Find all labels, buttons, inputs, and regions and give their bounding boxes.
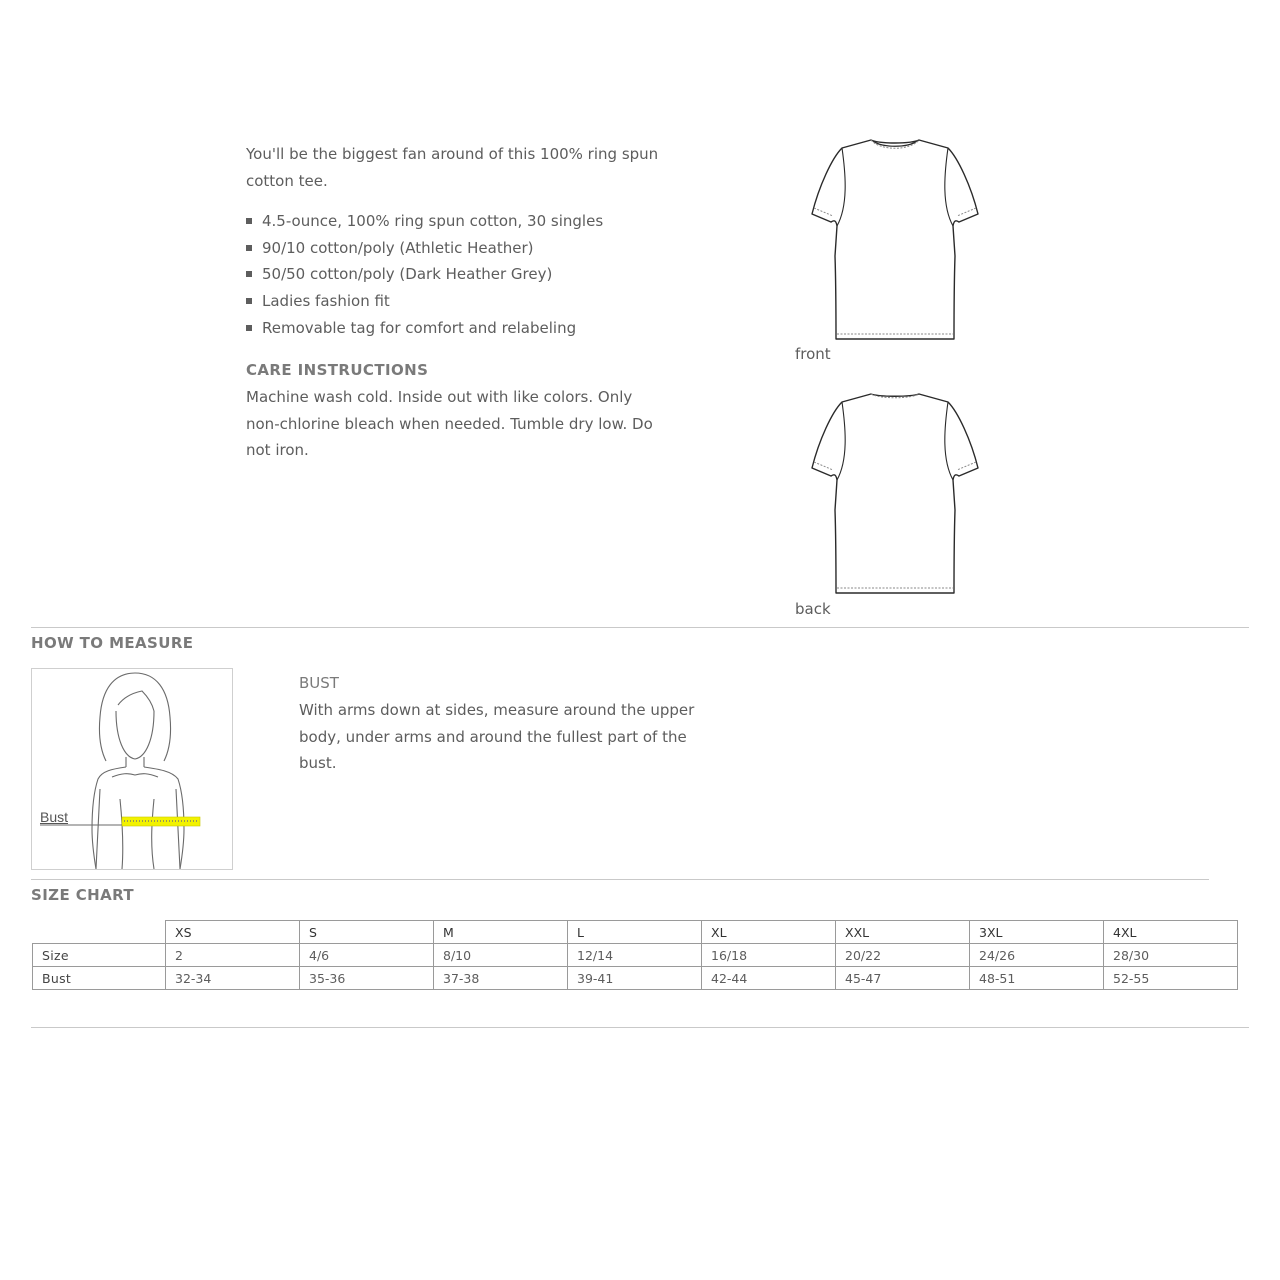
feature-item: Ladies fashion fit (246, 288, 666, 315)
table-cell: 2 (166, 944, 300, 967)
feature-list (246, 208, 666, 341)
section-divider (31, 1027, 1249, 1028)
size-header-cell: XL (702, 921, 836, 944)
woman-silhouette-icon (32, 669, 232, 869)
table-cell: 32-34 (166, 967, 300, 990)
size-chart-table (32, 920, 1238, 990)
table-cell: 24/26 (970, 944, 1104, 967)
front-view-label: front (795, 345, 831, 363)
size-header-cell: 4XL (1104, 921, 1238, 944)
product-intro: You'll be the biggest fan around of this 100% ring spun cotton tee. (246, 145, 659, 190)
size-header-cell: S (300, 921, 434, 944)
table-header-row (33, 921, 1238, 944)
table-corner-cell (33, 921, 166, 944)
table-cell: 28/30 (1104, 944, 1238, 967)
size-header-cell: L (568, 921, 702, 944)
table-cell: 35-36 (300, 967, 434, 990)
table-cell: 39-41 (568, 967, 702, 990)
how-to-measure-title: HOW TO MEASURE (31, 634, 194, 652)
row-label-cell: Bust (33, 967, 166, 990)
size-chart-title: SIZE CHART (31, 886, 135, 904)
feature-item: Removable tag for comfort and relabeling (246, 315, 666, 342)
section-divider (31, 627, 1249, 628)
size-header-cell: M (434, 921, 568, 944)
table-cell: 16/18 (702, 944, 836, 967)
bust-heading: BUST (299, 674, 339, 692)
feature-item: 90/10 cotton/poly (Athletic Heather) (246, 235, 666, 262)
table-cell: 20/22 (836, 944, 970, 967)
size-header-cell: 3XL (970, 921, 1104, 944)
table-cell: 48-51 (970, 967, 1104, 990)
back-view-label: back (795, 600, 831, 618)
feature-item: 4.5-ounce, 100% ring spun cotton, 30 singles (246, 208, 666, 235)
table-cell: 4/6 (300, 944, 434, 967)
table-cell: 37-38 (434, 967, 568, 990)
size-header-cell: XXL (836, 921, 970, 944)
table-cell: 42-44 (702, 967, 836, 990)
table-row (33, 967, 1238, 990)
care-instructions-text: Machine wash cold. Inside out with like colors. Only non-chlorine bleach when needed. Tumble dry low. Do not iron. (246, 388, 653, 459)
care-instructions-title: CARE INSTRUCTIONS (246, 361, 429, 379)
feature-item: 50/50 cotton/poly (Dark Heather Grey) (246, 261, 666, 288)
size-header-cell: XS (166, 921, 300, 944)
table-row (33, 944, 1238, 967)
table-cell: 45-47 (836, 967, 970, 990)
table-cell: 8/10 (434, 944, 568, 967)
table-cell: 52-55 (1104, 967, 1238, 990)
row-label-cell: Size (33, 944, 166, 967)
bust-instructions: With arms down at sides, measure around the upper body, under arms and around the fullest part of the bust. (299, 701, 695, 772)
section-divider (31, 879, 1209, 880)
bust-figure-label: Bust (40, 809, 69, 825)
tshirt-back-illustration (808, 390, 982, 596)
table-cell: 12/14 (568, 944, 702, 967)
bust-measure-figure (31, 668, 233, 870)
tshirt-front-illustration (808, 136, 982, 342)
